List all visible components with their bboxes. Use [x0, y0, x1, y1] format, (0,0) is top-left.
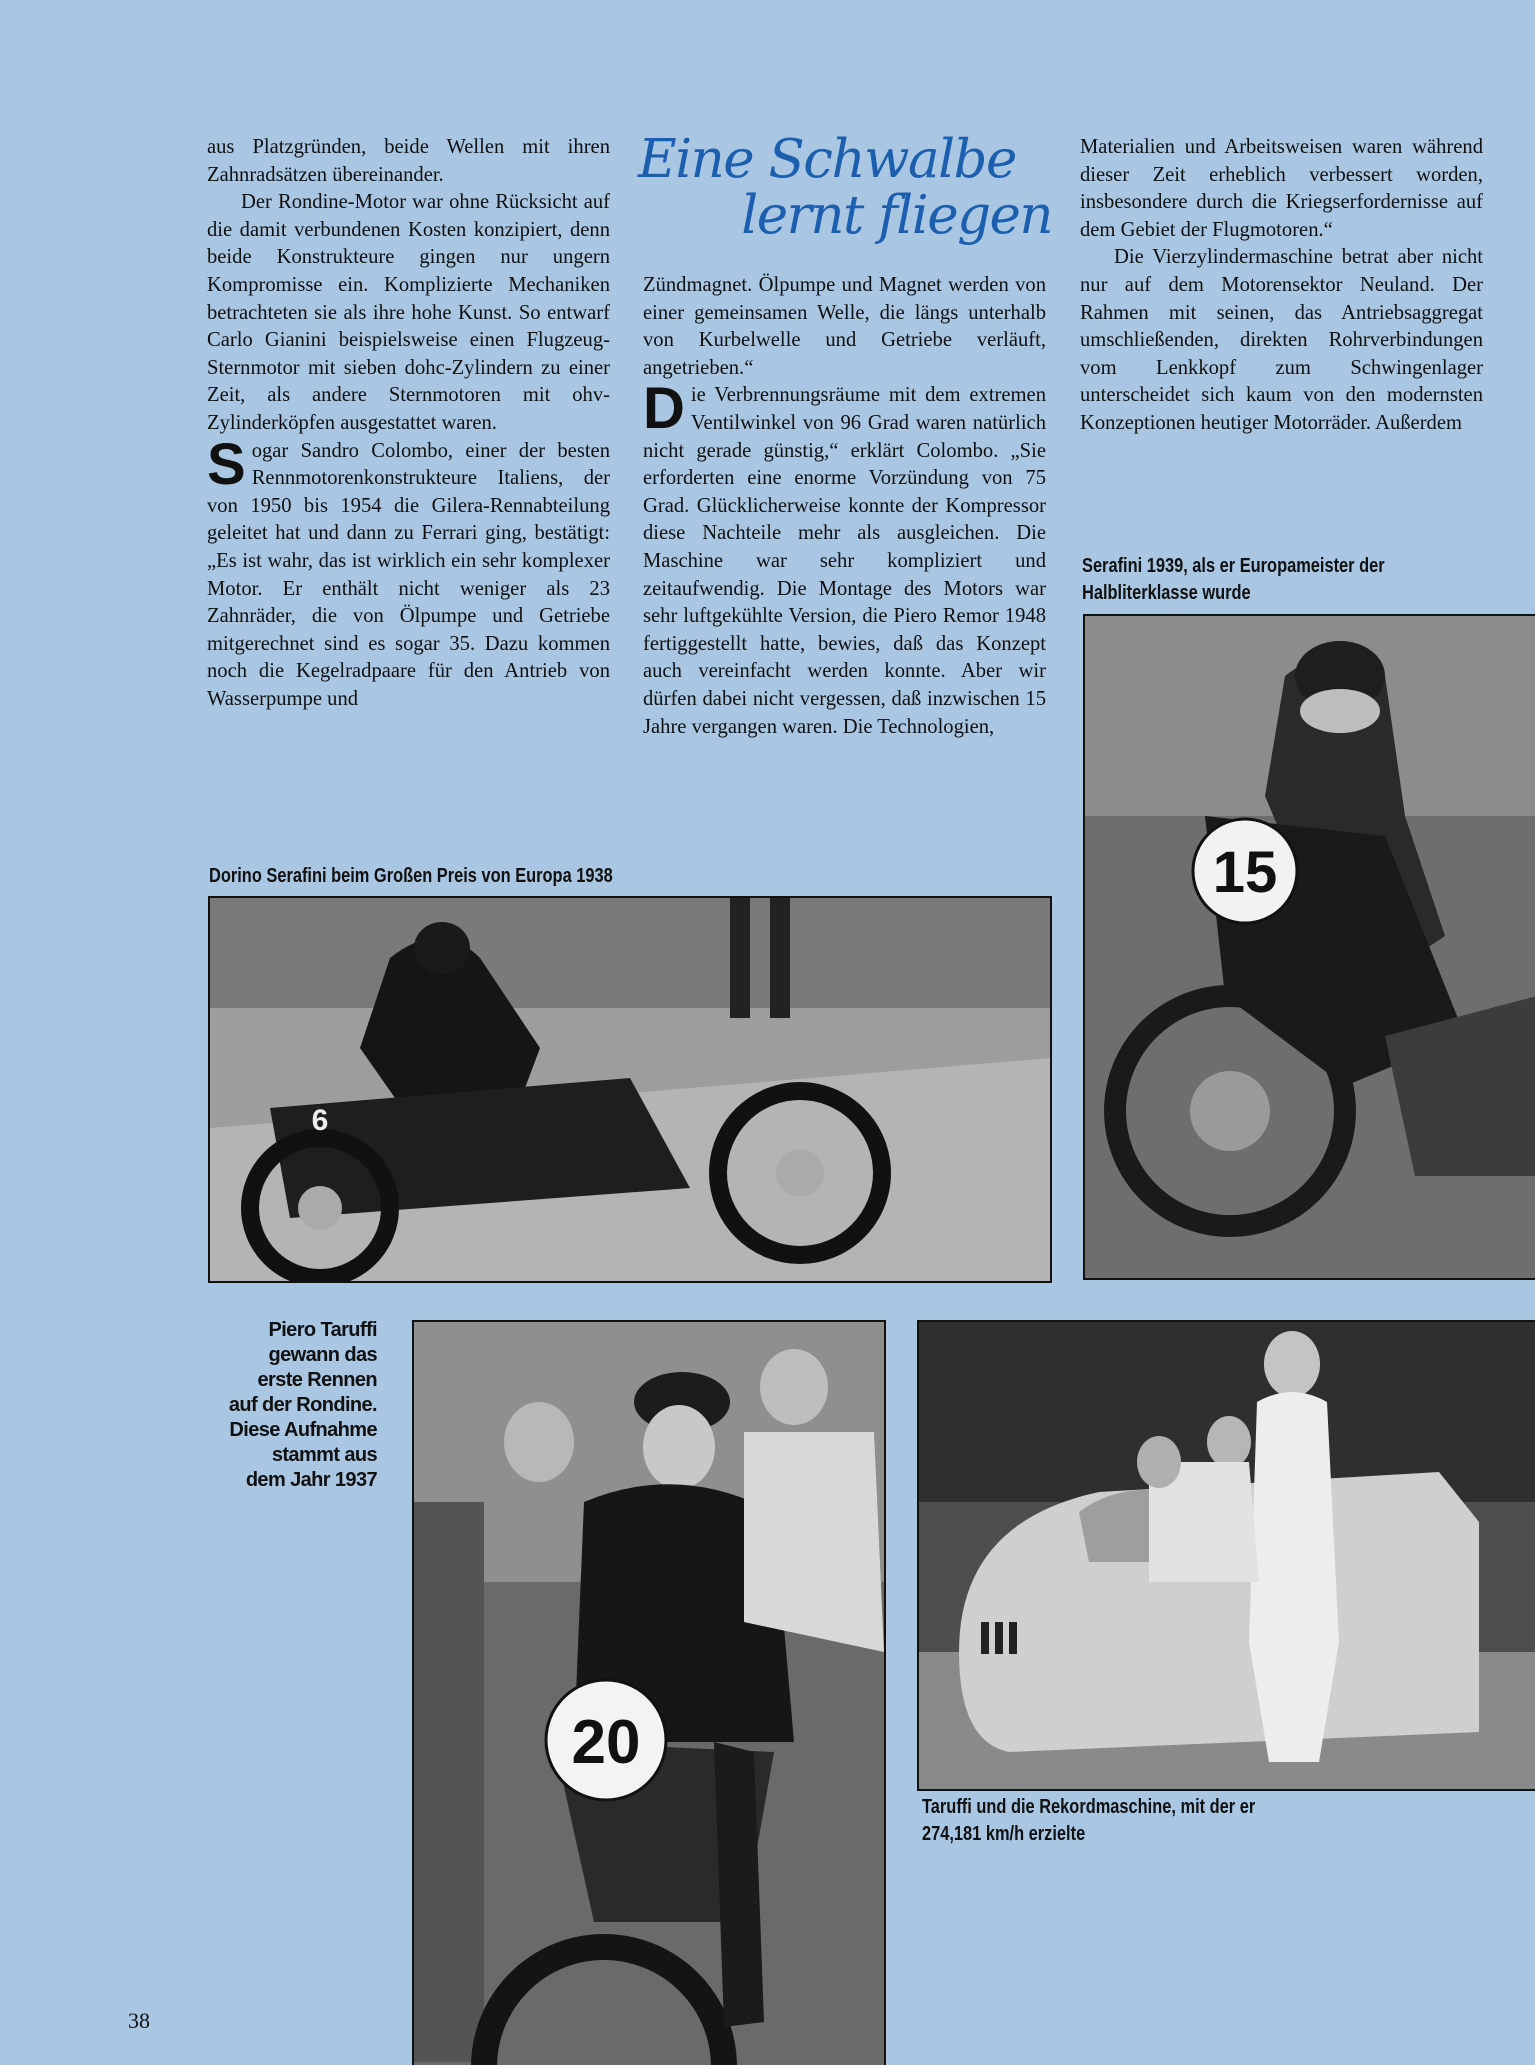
text-column-1	[207, 134, 610, 713]
photo-rekordmaschine	[917, 1320, 1535, 1791]
caption-serafini-1938: Dorino Serafini beim Großen Preis von Europa 1938	[209, 865, 613, 887]
paragraph: Sogar Sandro Colombo, einer der besten Rennmotorenkonstrukteure Italiens, der von 1950 bis 1954 die Gilera-Rennabteilung geleitet hat und dann zu Ferrari ging, bestätigt: „Es ist wahr, das ist wirklich ein sehr komplexer Motor. Er enthält nicht weniger als 23 Zahnräder, die von Ölpumpe und Getriebe mitgerechnet sind es sogar 35. Dazu kommen noch die Kegelradpaare für den Antrieb von Wasserpumpe und	[207, 431, 610, 710]
photo-serafini-1939	[1083, 614, 1535, 1280]
paragraph: aus Platzgründen, beide Wellen mit ihren Zahnradsätzen übereinander.	[207, 136, 610, 186]
race-number-20: 20	[571, 1708, 641, 1777]
paragraph: Die Vierzylindermaschine betrat aber nicht nur auf dem Motorensektor Neuland. Der Rahmen mit seinen, das Antriebsaggregat umschließenden, direkten Rohrverbindungen vom Lenkkopf zum Schwingenlager unterscheidet sich kaum von den modernsten Konzeptionen heutiger Motorräder. Außerdem	[1080, 246, 1483, 434]
title-line-2: lernt fliegen	[741, 185, 1052, 246]
photo-taruffi-1937	[412, 1320, 886, 2065]
caption-rekordmaschine: Taruffi und die Rekordmaschine, mit der er 274,181 km/h erzielte	[922, 1796, 1256, 1845]
drop-cap: D	[643, 376, 685, 442]
paragraph: Die Verbrennungsräume mit dem extremen Ventilwinkel von 96 Grad waren natürlich nicht gerade günstig,“ erklärt Colombo. „Sie erforderten eine enorme Vorzündung von 75 Grad. Glücklicherweise konnte der Kompressor diese Nachteile mehr als ausgleichen. Die Maschine war sehr kompliziert und zeitaufwendig. Die Montage des Motors war sehr luftgekühlte Version, die Piero Remor 1948 fertiggestellt hatte, bewies, daß das Konzept auch vereinfacht werden konnte. Aber wir dürfen dabei nicht vergessen, daß inzwischen 15 Jahre vergangen waren. Die Technologien,	[643, 376, 1046, 738]
caption-serafini-1939: Serafini 1939, als er Europameister der Halbliterklasse wurde	[1082, 555, 1385, 604]
article-title	[630, 129, 1060, 246]
page-number: 38	[128, 2008, 150, 2033]
text-column-3	[1080, 134, 1483, 438]
text-column-2	[643, 272, 1046, 741]
drop-cap: S	[207, 431, 246, 497]
photo-serafini-1938	[208, 896, 1052, 1283]
paragraph: Der Rondine-Motor war ohne Rücksicht auf die damit verbundenen Kosten konzipiert, denn beide Konstrukteure gingen nur ungern Kompromisse ein. Komplizierte Mechaniken betrachteten sie als ihre hohe Kunst. So entwarf Carlo Gianini beispielsweise einen Flugzeug-Sternmotor mit sieben dohc-Zylindern zu einer Zeit, als andere Sternmotoren mit ohv-Zylinderköpfen ausgestattet waren.	[207, 191, 610, 434]
title-line-1: Eine Schwalbe	[638, 129, 1016, 190]
paragraph: Materialien und Arbeitsweisen waren während dieser Zeit erheblich verbessert worden, insbesondere durch die Kriegserfordernisse auf dem Gebiet der Flugmotoren.“	[1080, 136, 1483, 241]
caption-taruffi-1937: Piero Taruffi gewann das erste Rennen auf der Rondine. Diese Aufnahme stammt aus dem Jahr 1937	[228, 1319, 377, 1491]
paragraph: Zündmagnet. Ölpumpe und Magnet werden von einer gemeinsamen Welle, die längs unterhalb von Kurbelwelle und Getriebe verläuft, angetrieben.“	[643, 274, 1046, 379]
race-number-6: 6	[311, 1104, 329, 1137]
race-number-15: 15	[1212, 840, 1278, 905]
